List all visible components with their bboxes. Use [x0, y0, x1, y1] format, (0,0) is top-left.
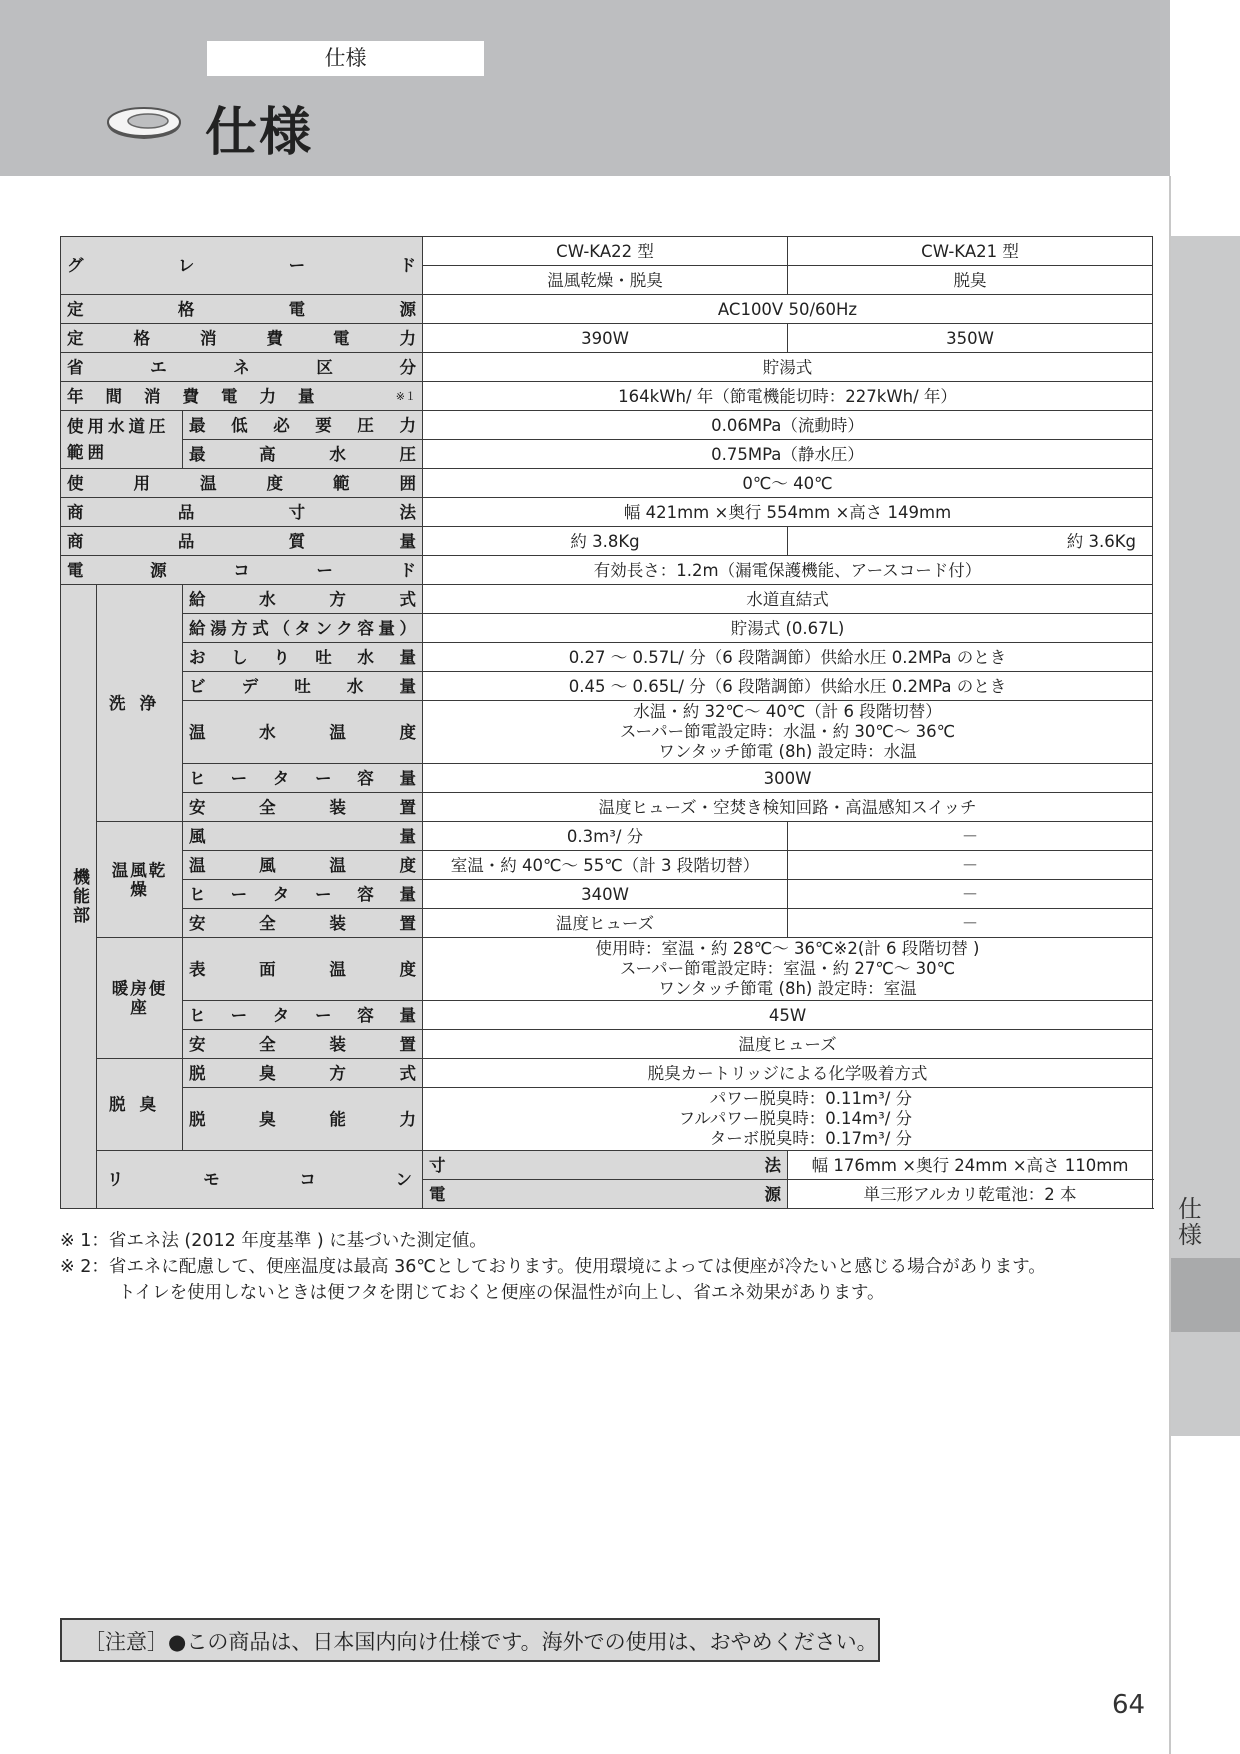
dryer-heater-label: ヒーター容量 — [183, 880, 423, 909]
annual-power-mark: ※１ — [395, 389, 417, 403]
wash-group: 洗浄 — [97, 585, 183, 822]
side-index-label: 仕様 — [1178, 1195, 1202, 1249]
function-group-cell — [61, 585, 97, 1209]
remote-size-value: 幅 176mm ×奥行 24mm ×高さ 110mm — [788, 1151, 1153, 1180]
wash-safety-label: 安全装置 — [183, 793, 423, 822]
table-row — [61, 793, 1153, 822]
wash-heater-label: ヒーター容量 — [183, 764, 423, 793]
page-title: 仕様 — [205, 103, 314, 163]
deodor-ability-value — [423, 1088, 1153, 1151]
table-row — [61, 1030, 1153, 1059]
table-row — [61, 614, 1153, 643]
dryer-air-a: 0.3m³/ 分 — [423, 822, 788, 851]
eco-class-value: 貯湯式 — [423, 353, 1153, 382]
weight-label: 商品質量 — [61, 527, 423, 556]
bidet-value: 0.45 ～ 0.65L/ 分（6 段階調節）供給水圧 0.2MPa のとき — [423, 672, 1153, 701]
oshiri-label: おしり吐水量 — [183, 643, 423, 672]
table-row — [61, 1059, 1153, 1088]
water-temp-value — [423, 701, 1153, 764]
table-row — [61, 938, 1153, 1001]
remote-size-label: 寸法 — [423, 1151, 788, 1180]
dryer-safety-a: 温度ヒューズ — [423, 909, 788, 938]
power-rating-label: 定格電源 — [61, 295, 423, 324]
seat-temp-line: 使用時：室温・約 28℃～ 36℃※2(計 6 段階切替 ) — [595, 939, 980, 958]
model-a: CW-KA22 型 — [423, 237, 788, 266]
wash-heater-value: 300W — [423, 764, 1153, 793]
max-pressure-label: 最高水圧 — [183, 440, 423, 469]
table-row — [61, 324, 1153, 353]
dryer-safety-b: － — [788, 909, 1153, 938]
table-row — [61, 382, 1153, 411]
wash-supply-label: 給水方式 — [183, 585, 423, 614]
footnote-1: ※ 1：省エネ法 (2012 年度基準 ) に基づいた測定値。 — [60, 1231, 487, 1251]
cord-value: 有効長さ：1.2m（漏電保護機能、アースコード付） — [423, 556, 1153, 585]
remote-power-value: 単三形アルカリ乾電池：2 本 — [788, 1180, 1153, 1209]
seat-safety-value: 温度ヒューズ — [423, 1030, 1153, 1059]
temp-range-label: 使用温度範囲 — [61, 469, 423, 498]
water-pressure-group: 使用水道圧範囲 — [61, 411, 183, 469]
deodor-ability-line: ターボ脱臭時：0.17m³/ 分 — [709, 1129, 913, 1148]
toilet-seat-icon — [104, 104, 184, 144]
deodor-ability-label: 脱臭能力 — [183, 1088, 423, 1151]
annual-power-label: 年間消費電力量 — [67, 386, 337, 406]
table-row — [61, 295, 1153, 324]
dimensions-label: 商品寸法 — [61, 498, 423, 527]
min-pressure-value: 0.06MPa（流動時） — [423, 411, 1153, 440]
section-tag: 仕様 — [207, 41, 484, 76]
table-row — [61, 469, 1153, 498]
seat-temp-value — [423, 938, 1153, 1001]
seat-safety-label: 安全装置 — [183, 1030, 423, 1059]
annual-power-value: 164kWh/ 年（節電機能切時：227kWh/ 年） — [423, 382, 1153, 411]
water-temp-line: スーパー節電設定時：水温・約 30℃～ 36℃ — [619, 722, 956, 741]
dryer-temp-label: 温風温度 — [183, 851, 423, 880]
model-b: CW-KA21 型 — [788, 237, 1153, 266]
dryer-safety-label: 安全装置 — [183, 909, 423, 938]
dimensions-value: 幅 421mm ×奥行 554mm ×高さ 149mm — [423, 498, 1153, 527]
dryer-group: 温風乾燥 — [97, 822, 183, 938]
table-row — [61, 643, 1153, 672]
side-index-tab — [1171, 236, 1240, 1436]
deodor-ability-line: フルパワー脱臭時：0.14m³/ 分 — [678, 1109, 913, 1128]
seat-heater-value: 45W — [423, 1001, 1153, 1030]
function-group-label: 機能部 — [69, 868, 89, 925]
seat-temp-line: スーパー節電設定時：室温・約 27℃～ 30℃ — [619, 959, 956, 978]
seat-group: 暖房便座 — [97, 938, 183, 1059]
table-row — [61, 1001, 1153, 1030]
dryer-heater-a: 340W — [423, 880, 788, 909]
model-a-sub: 温風乾燥・脱臭 — [423, 266, 788, 295]
page-number: 64 — [1112, 1690, 1146, 1720]
table-row — [61, 822, 1153, 851]
wash-supply-value: 水道直結式 — [423, 585, 1153, 614]
caution-box: ［注意］●この商品は、日本国内向け仕様です。海外での使用は、おやめください。 — [60, 1618, 880, 1662]
power-consumption-b: 350W — [788, 324, 1153, 353]
table-row — [61, 672, 1153, 701]
weight-a: 約 3.8Kg — [423, 527, 788, 556]
seat-temp-line: ワンタッチ節電 (8h) 設定時：室温 — [658, 979, 917, 998]
power-rating-value: AC100V 50/60Hz — [423, 295, 1153, 324]
dryer-heater-b: － — [788, 880, 1153, 909]
dryer-air-label: 風量 — [183, 822, 423, 851]
wash-heating-value: 貯湯式 (0.67L) — [423, 614, 1153, 643]
grade-label: グレード — [61, 237, 423, 295]
water-temp-label: 温水温度 — [183, 701, 423, 764]
footnote-2-cont: トイレを使用しないときは便フタを閉じておくと便座の保温性が向上し、省エネ効果があります。 — [118, 1283, 885, 1303]
table-row — [61, 411, 1153, 440]
dryer-temp-b: － — [788, 851, 1153, 880]
wash-heating-label: 給湯方式（タンク容量） — [183, 614, 423, 643]
table-row — [61, 1088, 1153, 1151]
footnote-2: ※ 2：省エネに配慮して、便座温度は最高 36℃としております。使用環境によっては便座が冷たいと感じる場合があります。 — [60, 1257, 1046, 1277]
spec-table — [60, 236, 1153, 1209]
table-row — [61, 1151, 1153, 1180]
seat-temp-label: 表面温度 — [183, 938, 423, 1001]
table-row — [61, 353, 1153, 382]
table-row — [61, 237, 1153, 266]
table-row — [61, 527, 1153, 556]
deodor-method-value: 脱臭カートリッジによる化学吸着方式 — [423, 1059, 1153, 1088]
power-consumption-label: 定格消費電力 — [61, 324, 423, 353]
remote-power-label: 電源 — [423, 1180, 788, 1209]
water-temp-line: ワンタッチ節電 (8h) 設定時：水温 — [658, 742, 917, 761]
deodor-group: 脱臭 — [97, 1059, 183, 1151]
table-row — [61, 701, 1153, 764]
model-b-sub: 脱臭 — [788, 266, 1153, 295]
wash-safety-value: 温度ヒューズ・空焚き検知回路・高温感知スイッチ — [423, 793, 1153, 822]
water-temp-line: 水温・約 32℃～ 40℃（計 6 段階切替） — [633, 702, 942, 721]
table-row — [61, 851, 1153, 880]
header-band — [0, 0, 1170, 176]
table-row — [61, 880, 1153, 909]
min-pressure-label: 最低必要圧力 — [183, 411, 423, 440]
side-index-tab-active[interactable] — [1171, 1258, 1240, 1332]
weight-b: 約 3.6Kg — [788, 527, 1153, 556]
cord-label: 電源コード — [61, 556, 423, 585]
table-row — [61, 498, 1153, 527]
bidet-label: ビデ吐水量 — [183, 672, 423, 701]
table-row — [61, 440, 1153, 469]
remote-group: リモコン — [97, 1151, 423, 1209]
temp-range-value: 0℃～ 40℃ — [423, 469, 1153, 498]
seat-heater-label: ヒーター容量 — [183, 1001, 423, 1030]
power-consumption-a: 390W — [423, 324, 788, 353]
max-pressure-value: 0.75MPa（静水圧） — [423, 440, 1153, 469]
annual-power-label-cell — [61, 382, 423, 411]
table-row — [61, 585, 1153, 614]
dryer-air-b: － — [788, 822, 1153, 851]
table-row — [61, 764, 1153, 793]
dryer-temp-a: 室温・約 40℃～ 55℃（計 3 段階切替） — [423, 851, 788, 880]
table-row — [61, 909, 1153, 938]
eco-class-label: 省エネ区分 — [61, 353, 423, 382]
table-row — [61, 556, 1153, 585]
oshiri-value: 0.27 ～ 0.57L/ 分（6 段階調節）供給水圧 0.2MPa のとき — [423, 643, 1153, 672]
deodor-method-label: 脱臭方式 — [183, 1059, 423, 1088]
deodor-ability-line: パワー脱臭時：0.11m³/ 分 — [709, 1089, 913, 1108]
